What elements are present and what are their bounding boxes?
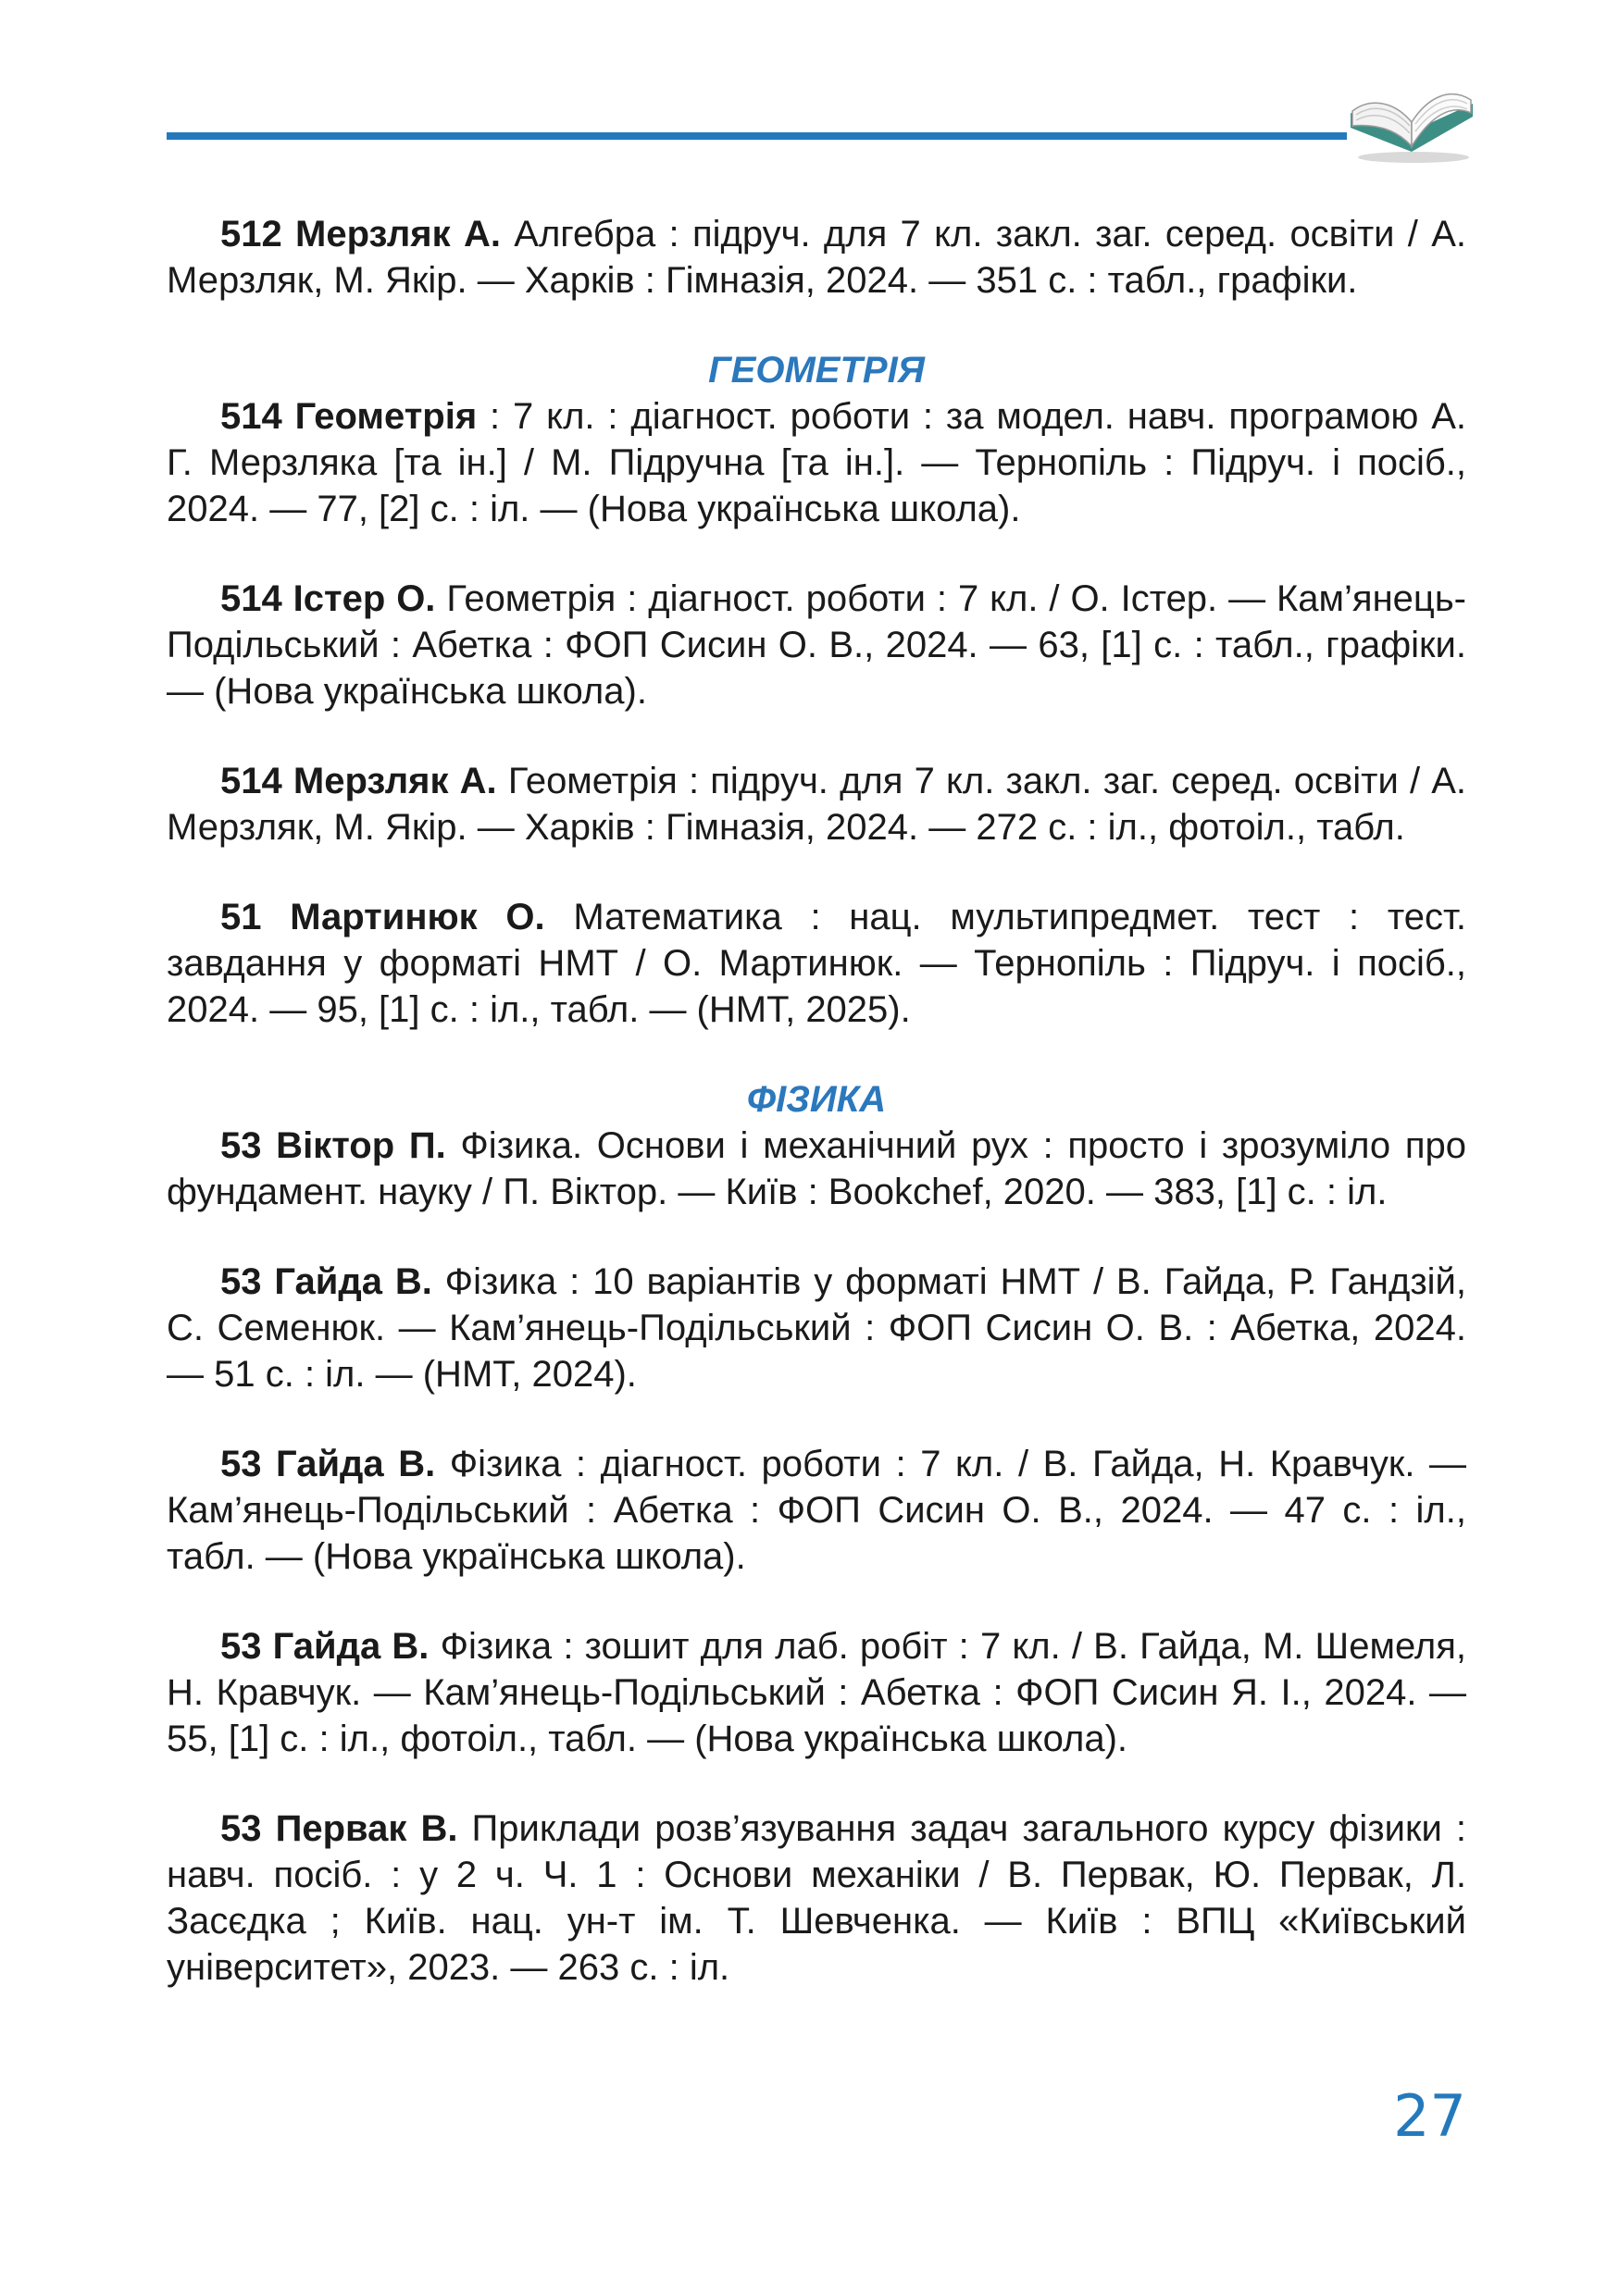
- entry-lead: 53 Первак В.: [220, 1808, 458, 1849]
- header-rule: [167, 132, 1347, 140]
- section-title-physics: ФІЗИКА: [746, 1079, 887, 1120]
- bibliography-entry: [167, 758, 1466, 850]
- bibliography-entry: [167, 1123, 1466, 1215]
- entry-text: Приклади розв’язування задач загального курсу фізики : навч. посіб. : у 2 ч. Ч. 1 : Основи механіки / В. Первак, Ю. Первак, Л. Засєдка ; Київ. нац. ун-т ім. Т. Шевченка. — Київ : ВПЦ «Київський університет», 2023. — 263 с. : іл.: [167, 1808, 1466, 1988]
- entry-text: Геометрія : підруч. для 7 кл. закл. заг. серед. освіти / А. Мерзляк, М. Якір. — Харків : Гімназія, 2024. — 272 с. : іл., фотоіл., табл.: [167, 761, 1467, 848]
- entry-lead: 53 Гайда В.: [220, 1261, 432, 1302]
- entry-text: : 7 кл. : діагност. роботи : за модел. навч. програмою А. Г. Мерзляка [та ін.] / М. Підручна [та ін.]. — Тернопіль : Підруч. і посіб., 2024. — 77, [2] с. : іл. — (Нова українська школа).: [167, 396, 1467, 529]
- entry-text: Фізика : діагност. роботи : 7 кл. / В. Гайда, Н. Кравчук. — Кам’янець-Подільський : Абетка : ФОП Сисин О. В., 2024. — 47 с. : іл., табл. — (Нова українська школа).: [167, 1444, 1466, 1577]
- entry-lead: 514 Істер О.: [220, 578, 436, 619]
- bibliography-entry: [167, 1623, 1466, 1762]
- open-book-icon: [1347, 76, 1476, 168]
- bibliography-entry: [167, 393, 1466, 532]
- entry-text: Алгебра : підруч. для 7 кл. закл. заг. серед. освіти / А. Мерзляк, М. Якір. — Харків : Гімназія, 2024. — 351 с. : табл., графіки.: [167, 214, 1467, 301]
- entry-lead: 53 Віктор П.: [220, 1125, 446, 1166]
- entry-lead: 514 Мерзляк А.: [220, 761, 497, 801]
- entry-text: Математика : нац. мультипредмет. тест : тест. завдання у форматі НМТ / О. Мартинюк. — Тернопіль : Підруч. і посіб., 2024. — 95, [1] с. : іл., табл. — (НМТ, 2025).: [167, 897, 1466, 1030]
- entry-text: Фізика : 10 варіантів у форматі НМТ / В. Гайда, Р. Гандзій, С. Семенюк. — Кам’янець-Подільський : ФОП Сисин О. В. : Абетка, 2024. — 51 с. : іл. — (НМТ, 2024).: [167, 1261, 1466, 1395]
- entry-text: Геометрія : діагност. роботи : 7 кл. / О. Істер. — Кам’янець-Подільський : Абетка : ФОП Сисин О. В., 2024. — 63, [1] с. : табл., графіки. — (Нова українська школа).: [167, 578, 1466, 712]
- bibliography-entry: [167, 211, 1466, 304]
- entry-lead: 53 Гайда В.: [220, 1626, 430, 1667]
- section-title-geometry: ГЕОМЕТРІЯ: [708, 350, 925, 391]
- bibliography-content: [167, 211, 1466, 2034]
- bibliography-entry: [167, 1441, 1466, 1580]
- entry-lead: 51 Мартинюк О.: [220, 897, 545, 937]
- bibliography-entry: [167, 1806, 1466, 1991]
- entry-text: Фізика : зошит для лаб. робіт : 7 кл. / В. Гайда, М. Шемеля, Н. Кравчук. — Кам’янець-Подільський : Абетка : ФОП Сисин Я. І., 2024. — 55, [1] с. : іл., фотоіл., табл. — (Нова українська школа).: [167, 1626, 1466, 1759]
- bibliography-entry: [167, 576, 1466, 714]
- entry-lead: 512 Мерзляк А.: [220, 214, 501, 254]
- entry-lead: 514 Геометрія: [220, 396, 478, 437]
- page-number: 27: [1393, 2082, 1466, 2150]
- entry-text: Фізика. Основи і механічний рух : просто і зрозуміло про фундамент. науку / П. Віктор. — Київ : Bookchef, 2020. — 383, [1] с. : іл.: [167, 1125, 1467, 1212]
- bibliography-entry: [167, 1259, 1466, 1397]
- bibliography-entry: [167, 894, 1466, 1033]
- entry-lead: 53 Гайда В.: [220, 1444, 436, 1484]
